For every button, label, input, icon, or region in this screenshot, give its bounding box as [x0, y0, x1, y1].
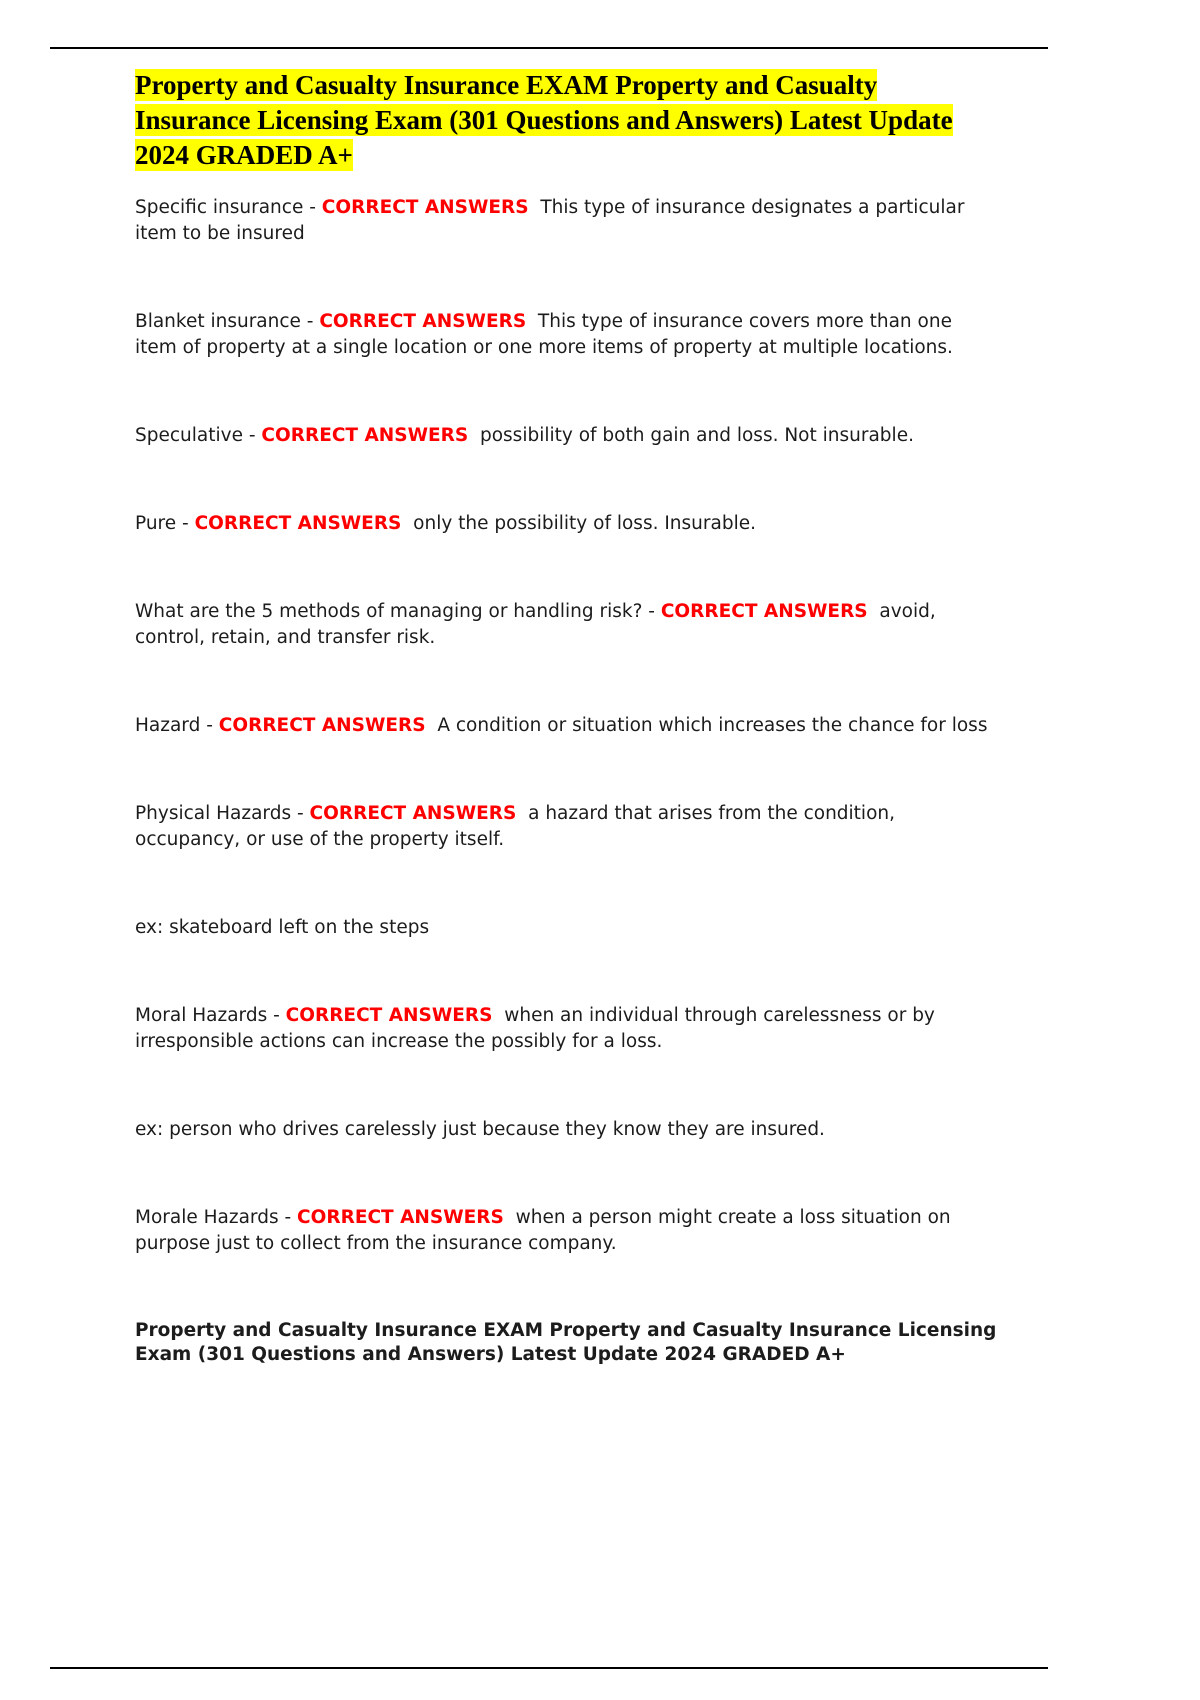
qa-item	[135, 1003, 997, 1055]
correct-answers-label: CORRECT ANSWERS	[194, 513, 402, 534]
qa-answer: when a person might create a loss situation on purpose just to collect from the insurance company.	[135, 1207, 951, 1254]
qa-item	[135, 195, 997, 247]
correct-answers-label: CORRECT ANSWERS	[660, 601, 868, 622]
qa-item	[135, 309, 997, 361]
bottom-horizontal-rule	[50, 1667, 1048, 1669]
qa-item	[135, 713, 997, 739]
correct-answers-label: CORRECT ANSWERS	[319, 311, 527, 332]
qa-item	[135, 511, 997, 537]
qa-answer: This type of insurance designates a particular item to be insured	[135, 197, 965, 244]
qa-answer: a hazard that arises from the condition, occupancy, or use of the property itself.	[135, 803, 895, 850]
qa-term: Physical Hazards -	[135, 803, 310, 824]
qa-answer: This type of insurance covers more than one item of property at a single location or one more items of property at multiple locations.	[135, 311, 953, 358]
qa-item	[135, 599, 997, 651]
footer-title: Property and Casualty Insurance EXAM Property and Casualty Insurance Licensing Exam (301 Questions and Answers) Latest Update 2024 GRADED A+	[135, 1320, 997, 1365]
example-note: ex: skateboard left on the steps	[135, 917, 430, 938]
qa-answer: A condition or situation which increases the chance for loss	[425, 715, 988, 736]
qa-item	[135, 423, 997, 449]
qa-item	[135, 801, 997, 853]
qa-answer: avoid, control, retain, and transfer risk.	[135, 601, 936, 648]
qa-term: Morale Hazards -	[135, 1207, 298, 1228]
qa-term: What are the 5 methods of managing or handling risk? -	[135, 601, 661, 622]
page-title	[135, 68, 997, 173]
top-horizontal-rule	[50, 47, 1048, 49]
qa-term: Specific insurance -	[135, 197, 322, 218]
correct-answers-label: CORRECT ANSWERS	[297, 1207, 504, 1228]
example-note: ex: person who drives carelessly just because they know they are insured.	[135, 1119, 825, 1140]
correct-answers-label: CORRECT ANSWERS	[285, 1005, 493, 1026]
qa-term: Pure -	[135, 513, 195, 534]
qa-item	[135, 1205, 997, 1257]
page-title-highlight: Property and Casualty Insurance EXAM Property and Casualty Insurance Licensing Exam (301 Questions and Answers) Latest Update 2024 GRADED A+	[135, 70, 953, 170]
document-content	[135, 68, 997, 1367]
qa-term: Hazard -	[135, 715, 219, 736]
correct-answers-label: CORRECT ANSWERS	[309, 803, 517, 824]
correct-answers-label: CORRECT ANSWERS	[321, 197, 529, 218]
qa-answer: only the possibility of loss. Insurable.	[401, 513, 756, 534]
qa-answer: possibility of both gain and loss. Not insurable.	[468, 425, 914, 446]
correct-answers-label: CORRECT ANSWERS	[218, 715, 426, 736]
correct-answers-label: CORRECT ANSWERS	[261, 425, 469, 446]
qa-term: Speculative -	[135, 425, 262, 446]
qa-term: Moral Hazards -	[135, 1005, 286, 1026]
qa-list	[135, 195, 997, 1257]
qa-term: Blanket insurance -	[135, 311, 320, 332]
qa-answer: when an individual through carelessness or by irresponsible actions can increase the possibly for a loss.	[135, 1005, 935, 1052]
